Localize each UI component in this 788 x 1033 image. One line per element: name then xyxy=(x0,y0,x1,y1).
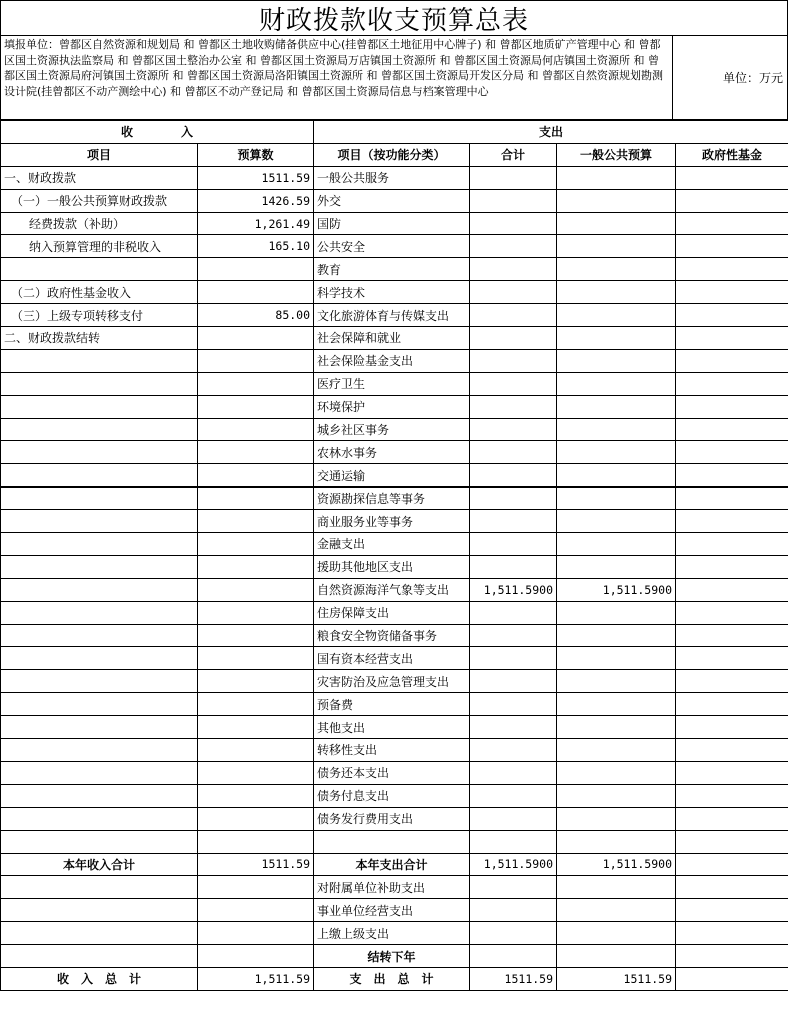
expense-general-cell: 1,511.5900 xyxy=(557,853,676,876)
table-row xyxy=(1,624,788,647)
expense-general-cell xyxy=(557,647,676,670)
expense-general-cell xyxy=(557,784,676,807)
table-row xyxy=(1,739,788,762)
table-row xyxy=(1,441,788,464)
expense-item-cell: 结转下年 xyxy=(314,945,470,968)
expense-item-cell: 国防 xyxy=(314,212,470,235)
table-row xyxy=(1,327,788,350)
expense-general-cell xyxy=(557,418,676,441)
expense-total-cell xyxy=(470,349,557,372)
expense-header: 支出 xyxy=(314,121,788,144)
expense-gov-fund-cell xyxy=(676,739,788,762)
report-info xyxy=(0,36,788,120)
expense-item-cell: 交通运输 xyxy=(314,464,470,487)
income-item-cell xyxy=(1,441,198,464)
income-budget-cell: 165.10 xyxy=(198,235,314,258)
expense-item-cell: 灾害防治及应急管理支出 xyxy=(314,670,470,693)
expense-gov-fund-cell xyxy=(676,853,788,876)
table-row xyxy=(1,876,788,899)
income-budget-cell xyxy=(198,510,314,533)
income-item-cell xyxy=(1,945,198,968)
income-item-cell xyxy=(1,761,198,784)
income-budget-cell xyxy=(198,624,314,647)
income-item-cell: 收 入 总 计 xyxy=(1,967,198,990)
expense-gov-fund-cell xyxy=(676,967,788,990)
col-gov-fund: 政府性基金 xyxy=(676,143,788,166)
table-row xyxy=(1,647,788,670)
income-budget-cell xyxy=(198,739,314,762)
table-row xyxy=(1,807,788,830)
expense-gov-fund-cell xyxy=(676,327,788,350)
expense-item-cell: 城乡社区事务 xyxy=(314,418,470,441)
expense-total-cell xyxy=(470,761,557,784)
expense-gov-fund-cell xyxy=(676,899,788,922)
expense-item-cell: 公共安全 xyxy=(314,235,470,258)
income-budget-cell xyxy=(198,716,314,739)
table-row xyxy=(1,304,788,327)
expense-item-cell: 转移性支出 xyxy=(314,739,470,762)
table-row xyxy=(1,601,788,624)
expense-total-cell xyxy=(470,327,557,350)
expense-total-cell xyxy=(470,372,557,395)
income-budget-cell xyxy=(198,418,314,441)
table-row xyxy=(1,830,788,853)
expense-general-cell xyxy=(557,349,676,372)
expense-gov-fund-cell xyxy=(676,189,788,212)
income-item-cell: （一）一般公共预算财政拨款 xyxy=(1,189,198,212)
expense-gov-fund-cell xyxy=(676,166,788,189)
expense-total-cell xyxy=(470,739,557,762)
expense-total-cell xyxy=(470,555,557,578)
expense-gov-fund-cell xyxy=(676,304,788,327)
income-item-cell xyxy=(1,372,198,395)
expense-general-cell xyxy=(557,510,676,533)
expense-gov-fund-cell xyxy=(676,235,788,258)
expense-total-cell xyxy=(470,899,557,922)
expense-general-cell xyxy=(557,739,676,762)
income-item-cell xyxy=(1,418,198,441)
table-row xyxy=(1,922,788,945)
table-row xyxy=(1,487,788,510)
table-row xyxy=(1,533,788,556)
income-item-cell xyxy=(1,624,198,647)
expense-gov-fund-cell xyxy=(676,876,788,899)
expense-total-cell xyxy=(470,601,557,624)
expense-general-cell xyxy=(557,601,676,624)
income-item-cell xyxy=(1,510,198,533)
table-row xyxy=(1,395,788,418)
income-budget-cell xyxy=(198,647,314,670)
expense-gov-fund-cell xyxy=(676,647,788,670)
expense-total-cell xyxy=(470,395,557,418)
expense-general-cell xyxy=(557,945,676,968)
income-budget-cell: 1511.59 xyxy=(198,853,314,876)
report-title: 财政拨款收支预算总表 xyxy=(0,0,788,36)
income-item-cell xyxy=(1,899,198,922)
expense-item-cell: 金融支出 xyxy=(314,533,470,556)
income-budget-cell xyxy=(198,784,314,807)
table-row xyxy=(1,945,788,968)
table-row xyxy=(1,784,788,807)
income-item-cell xyxy=(1,739,198,762)
expense-general-cell: 1,511.5900 xyxy=(557,578,676,601)
income-budget-cell xyxy=(198,464,314,487)
expense-general-cell xyxy=(557,327,676,350)
expense-gov-fund-cell xyxy=(676,258,788,281)
expense-general-cell xyxy=(557,235,676,258)
expense-total-cell xyxy=(470,876,557,899)
income-budget-cell: 1,511.59 xyxy=(198,967,314,990)
income-item-cell xyxy=(1,555,198,578)
income-budget-cell xyxy=(198,761,314,784)
expense-gov-fund-cell xyxy=(676,281,788,304)
income-budget-cell xyxy=(198,830,314,853)
expense-item-cell: 债务还本支出 xyxy=(314,761,470,784)
expense-item-cell: 医疗卫生 xyxy=(314,372,470,395)
income-budget-cell xyxy=(198,807,314,830)
income-item-cell xyxy=(1,670,198,693)
expense-general-cell xyxy=(557,258,676,281)
expense-item-cell xyxy=(314,830,470,853)
income-item-cell xyxy=(1,533,198,556)
table-row xyxy=(1,670,788,693)
expense-gov-fund-cell xyxy=(676,533,788,556)
table-row xyxy=(1,372,788,395)
expense-gov-fund-cell xyxy=(676,464,788,487)
expense-gov-fund-cell xyxy=(676,922,788,945)
expense-item-cell: 社会保障和就业 xyxy=(314,327,470,350)
income-budget-cell xyxy=(198,258,314,281)
income-item-cell xyxy=(1,464,198,487)
income-item-cell: 本年收入合计 xyxy=(1,853,198,876)
expense-item-cell: 债务发行费用支出 xyxy=(314,807,470,830)
expense-general-cell xyxy=(557,876,676,899)
income-item-cell xyxy=(1,349,198,372)
table-row xyxy=(1,235,788,258)
income-item-cell xyxy=(1,830,198,853)
income-item-cell xyxy=(1,258,198,281)
table-row xyxy=(1,212,788,235)
expense-total-cell xyxy=(470,784,557,807)
income-budget-cell: 1511.59 xyxy=(198,166,314,189)
income-item-cell xyxy=(1,876,198,899)
expense-general-cell xyxy=(557,830,676,853)
expense-item-cell: 对附属单位补助支出 xyxy=(314,876,470,899)
expense-general-cell xyxy=(557,464,676,487)
expense-general-cell: 1511.59 xyxy=(557,967,676,990)
expense-total-cell xyxy=(470,830,557,853)
expense-item-cell: 教育 xyxy=(314,258,470,281)
expense-item-cell: 科学技术 xyxy=(314,281,470,304)
income-item-cell: 二、财政拨款结转 xyxy=(1,327,198,350)
header-row-1 xyxy=(1,121,788,144)
expense-item-cell: 资源勘探信息等事务 xyxy=(314,487,470,510)
expense-gov-fund-cell xyxy=(676,372,788,395)
table-row xyxy=(1,761,788,784)
expense-item-cell: 文化旅游体育与传媒支出 xyxy=(314,304,470,327)
expense-general-cell xyxy=(557,487,676,510)
expense-item-cell: 本年支出合计 xyxy=(314,853,470,876)
income-budget-cell xyxy=(198,578,314,601)
table-row xyxy=(1,418,788,441)
table-row xyxy=(1,967,788,990)
income-budget-cell xyxy=(198,922,314,945)
table-row xyxy=(1,464,788,487)
expense-gov-fund-cell xyxy=(676,945,788,968)
income-item-cell: （二）政府性基金收入 xyxy=(1,281,198,304)
expense-item-cell: 自然资源海洋气象等支出 xyxy=(314,578,470,601)
table-row xyxy=(1,166,788,189)
income-budget-cell xyxy=(198,281,314,304)
income-budget-cell xyxy=(198,693,314,716)
income-budget-cell xyxy=(198,533,314,556)
table-row xyxy=(1,899,788,922)
income-item-cell xyxy=(1,487,198,510)
expense-total-cell xyxy=(470,510,557,533)
expense-item-cell: 事业单位经营支出 xyxy=(314,899,470,922)
income-budget-cell xyxy=(198,487,314,510)
budget-table xyxy=(0,120,788,991)
expense-general-cell xyxy=(557,304,676,327)
expense-total-cell xyxy=(470,418,557,441)
expense-general-cell xyxy=(557,212,676,235)
expense-total-cell xyxy=(470,716,557,739)
expense-gov-fund-cell xyxy=(676,212,788,235)
expense-total-cell xyxy=(470,647,557,670)
income-budget-cell xyxy=(198,670,314,693)
col-general-budget: 一般公共预算 xyxy=(557,143,676,166)
expense-general-cell xyxy=(557,372,676,395)
expense-general-cell xyxy=(557,166,676,189)
expense-item-cell: 社会保险基金支出 xyxy=(314,349,470,372)
expense-item-cell: 外交 xyxy=(314,189,470,212)
expense-item-cell: 援助其他地区支出 xyxy=(314,555,470,578)
col-item: 项目 xyxy=(1,143,198,166)
header-row-2 xyxy=(1,143,788,166)
expense-total-cell xyxy=(470,281,557,304)
unit-label: 单位：万元 xyxy=(722,71,783,85)
expense-general-cell xyxy=(557,670,676,693)
expense-total-cell xyxy=(470,922,557,945)
expense-gov-fund-cell xyxy=(676,670,788,693)
table-row xyxy=(1,258,788,281)
expense-item-cell: 预备费 xyxy=(314,693,470,716)
income-item-cell xyxy=(1,647,198,670)
expense-general-cell xyxy=(557,716,676,739)
expense-item-cell: 商业服务业等事务 xyxy=(314,510,470,533)
expense-item-cell: 国有资本经营支出 xyxy=(314,647,470,670)
expense-total-cell xyxy=(470,533,557,556)
expense-item-cell: 其他支出 xyxy=(314,716,470,739)
table-row xyxy=(1,555,788,578)
expense-total-cell xyxy=(470,624,557,647)
expense-item-cell: 粮食安全物资储备事务 xyxy=(314,624,470,647)
table-row xyxy=(1,189,788,212)
table-row xyxy=(1,349,788,372)
expense-gov-fund-cell xyxy=(676,578,788,601)
expense-gov-fund-cell xyxy=(676,830,788,853)
expense-gov-fund-cell xyxy=(676,487,788,510)
expense-general-cell xyxy=(557,807,676,830)
expense-total-cell: 1,511.5900 xyxy=(470,578,557,601)
expense-general-cell xyxy=(557,395,676,418)
expense-item-cell: 环境保护 xyxy=(314,395,470,418)
expense-general-cell xyxy=(557,189,676,212)
income-item-cell xyxy=(1,578,198,601)
expense-gov-fund-cell xyxy=(676,418,788,441)
expense-total-cell xyxy=(470,258,557,281)
col-total: 合计 xyxy=(470,143,557,166)
expense-general-cell xyxy=(557,899,676,922)
table-row xyxy=(1,853,788,876)
table-row xyxy=(1,510,788,533)
expense-general-cell xyxy=(557,624,676,647)
income-budget-cell xyxy=(198,876,314,899)
expense-item-cell: 农林水事务 xyxy=(314,441,470,464)
expense-total-cell xyxy=(470,166,557,189)
income-budget-cell xyxy=(198,372,314,395)
expense-total-cell xyxy=(470,464,557,487)
expense-gov-fund-cell xyxy=(676,693,788,716)
expense-total-cell xyxy=(470,945,557,968)
col-budget: 预算数 xyxy=(198,143,314,166)
expense-general-cell xyxy=(557,761,676,784)
reporting-unit: 填报单位：曾都区自然资源和规划局 和 曾都区土地收购储备供应中心(挂曾都区土地征用中心牌子) 和 曾都区地质矿产管理中心 和 曾都区国土资源执法监察局 和 曾都区国土整治办公室 和 曾都区国土资源局万店镇国土资源所 和 曾都区国土资源局何店镇国土资源所 和 曾都区国土资源局府河镇国土资源所 和 曾都区国土资源局洛阳镇国土资源所 和 曾都区国土资源局开发区分局 和 曾都区自然资源规划勘测设计院(挂曾都区不动产测绘中心) 和 曾都区不动产登记局 和 曾都区国土资源局信息与档案管理中心 xyxy=(1,36,673,119)
income-item-cell: 经费拨款（补助） xyxy=(1,212,198,235)
expense-item-cell: 支 出 总 计 xyxy=(314,967,470,990)
income-budget-cell: 1,261.49 xyxy=(198,212,314,235)
income-budget-cell: 85.00 xyxy=(198,304,314,327)
expense-total-cell xyxy=(470,807,557,830)
expense-total-cell xyxy=(470,189,557,212)
expense-general-cell xyxy=(557,555,676,578)
income-budget-cell xyxy=(198,327,314,350)
expense-gov-fund-cell xyxy=(676,555,788,578)
income-item-cell xyxy=(1,693,198,716)
expense-general-cell xyxy=(557,441,676,464)
expense-total-cell xyxy=(470,235,557,258)
income-item-cell: （三）上级专项转移支付 xyxy=(1,304,198,327)
table-row xyxy=(1,716,788,739)
income-header: 收 入 xyxy=(1,121,314,144)
income-budget-cell xyxy=(198,945,314,968)
expense-total-cell xyxy=(470,693,557,716)
expense-gov-fund-cell xyxy=(676,784,788,807)
expense-item-cell: 上缴上级支出 xyxy=(314,922,470,945)
col-func-item: 项目（按功能分类） xyxy=(314,143,470,166)
expense-gov-fund-cell xyxy=(676,349,788,372)
expense-general-cell xyxy=(557,281,676,304)
expense-total-cell: 1511.59 xyxy=(470,967,557,990)
income-budget-cell xyxy=(198,555,314,578)
income-budget-cell xyxy=(198,899,314,922)
income-budget-cell: 1426.59 xyxy=(198,189,314,212)
income-item-cell: 纳入预算管理的非税收入 xyxy=(1,235,198,258)
income-budget-cell xyxy=(198,395,314,418)
expense-gov-fund-cell xyxy=(676,395,788,418)
income-item-cell xyxy=(1,807,198,830)
income-item-cell xyxy=(1,922,198,945)
expense-gov-fund-cell xyxy=(676,624,788,647)
expense-total-cell xyxy=(470,304,557,327)
income-item-cell: 一、财政拨款 xyxy=(1,166,198,189)
table-row xyxy=(1,693,788,716)
income-budget-cell xyxy=(198,441,314,464)
expense-general-cell xyxy=(557,533,676,556)
expense-general-cell xyxy=(557,922,676,945)
income-item-cell xyxy=(1,784,198,807)
expense-total-cell: 1,511.5900 xyxy=(470,853,557,876)
table-row xyxy=(1,578,788,601)
expense-item-cell: 住房保障支出 xyxy=(314,601,470,624)
expense-gov-fund-cell xyxy=(676,510,788,533)
expense-gov-fund-cell xyxy=(676,761,788,784)
expense-total-cell xyxy=(470,212,557,235)
expense-general-cell xyxy=(557,693,676,716)
expense-item-cell: 债务付息支出 xyxy=(314,784,470,807)
expense-gov-fund-cell xyxy=(676,807,788,830)
income-item-cell xyxy=(1,716,198,739)
income-item-cell xyxy=(1,395,198,418)
expense-total-cell xyxy=(470,487,557,510)
table-row xyxy=(1,281,788,304)
income-budget-cell xyxy=(198,601,314,624)
expense-gov-fund-cell xyxy=(676,716,788,739)
income-budget-cell xyxy=(198,349,314,372)
expense-total-cell xyxy=(470,441,557,464)
expense-gov-fund-cell xyxy=(676,441,788,464)
income-item-cell xyxy=(1,601,198,624)
expense-gov-fund-cell xyxy=(676,601,788,624)
expense-item-cell: 一般公共服务 xyxy=(314,166,470,189)
expense-total-cell xyxy=(470,670,557,693)
